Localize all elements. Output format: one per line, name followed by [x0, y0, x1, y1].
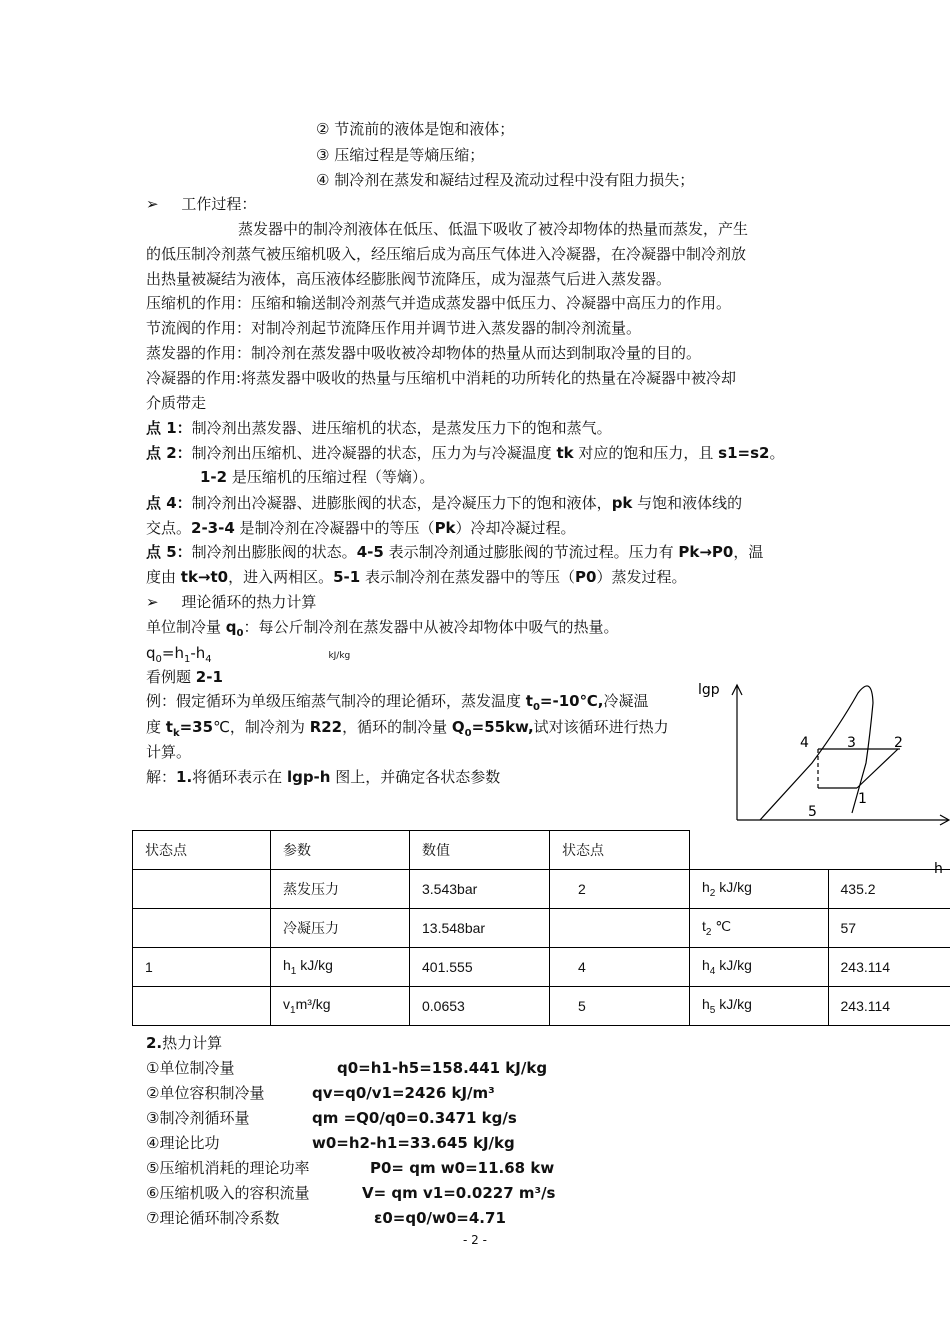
point-4-desc-cont: 交点。2-3-4 是制冷剂在冷凝器中的等压（Pk）冷却冷凝过程。: [146, 519, 576, 537]
point-3-label: 3: [847, 735, 856, 751]
calc-2-formula: qv=q0/v1=2426 kJ/m³: [312, 1084, 495, 1102]
point-5-desc-cont: 度由 tk→t0，进入两相区。5-1 表示制冷剂在蒸发器中的等压（P0）蒸发过程。: [146, 568, 687, 586]
point-4-desc: 点 4：制冷剂出冷凝器、进膨胀阀的状态，是冷凝压力下的饱和液体，pk 与饱和液体线的: [146, 494, 743, 512]
x-axis-label: h: [934, 861, 943, 877]
point-5-label: 5: [808, 804, 817, 820]
calc-1-formula: q0=h1-h5=158.441 kJ/kg: [337, 1059, 548, 1077]
table-row: 1 $h_1$ kJ/kg 401.555 4 $h_4$ kJ/kg 243.114: [133, 948, 950, 987]
bullet-arrow-icon: ➢: [146, 195, 159, 213]
calc-4-formula: w0=h2-h1=33.645 kJ/kg: [312, 1134, 515, 1152]
point-2-desc: 点 2：制冷剂出压缩机、进冷凝器的状态，压力为与冷凝温度 tk 对应的饱和压力，且 s1=s2。: [146, 444, 785, 462]
assumption-2: ② 节流前的液体是饱和液体；: [316, 120, 515, 138]
calc-6-label: ⑥压缩机吸入的容积流量: [146, 1184, 310, 1202]
table-header-row: [133, 831, 950, 870]
calc-3-label: ③制冷剂循环量: [146, 1109, 250, 1127]
compression-line: [857, 749, 898, 788]
point-1-label: 1: [858, 791, 867, 807]
page-number: - 2 -: [463, 1233, 487, 1247]
solution-step-1: 解：1.将循环表示在 lgp-h 图上，并确定各状态参数: [146, 768, 501, 786]
paragraph-line: 蒸发器中的制冷剂液体在低压、低温下吸收了被冷却物体的热量而蒸发，产生: [238, 220, 749, 238]
example-line-2: 度 $t_k=35℃$，制冷剂为 R22，循环的制冷量 $Q_0=55kw$,试对该循环进行热力: [146, 718, 669, 739]
example-line-3: 计算。: [146, 743, 192, 761]
thermo-heading: ➢ 理论循环的热力计算: [146, 593, 317, 611]
calc-3-formula: qm =Q0/q0=0.3471 kg/s: [312, 1109, 517, 1127]
unit-capacity-def: 单位制冷量 $q_0$：每公斤制冷剂在蒸发器中从被冷却物体中吸气的热量。: [146, 618, 619, 639]
table-row: 蒸发压力 3.543bar 2 $h_2$ kJ/kg 435.2: [133, 870, 950, 909]
table-row: 冷凝压力 13.548bar $t_2$ ℃ 57: [133, 909, 950, 948]
example-line-1: 例：假定循环为单级压缩蒸气制冷的理论循环，蒸发温度 $t_0=-10℃$,冷凝温: [146, 692, 649, 713]
calc-2-label: ②单位容积制冷量: [146, 1084, 265, 1102]
paragraph-line: 的低压制冷剂蒸气被压缩机吸入，经压缩后成为高压气体进入冷凝器，在冷凝器中制冷剂放: [146, 245, 747, 263]
table-header: 状态点: [550, 831, 690, 870]
condenser-role-cont: 介质带走: [146, 394, 207, 412]
assumption-4: ④ 制冷剂在蒸发和凝结过程及流动过程中没有阻力损失；: [316, 171, 695, 189]
calc-7-label: ⑦理论循环制冷系数: [146, 1209, 280, 1227]
compressor-role: 压缩机的作用：压缩和输送制冷剂蒸气并造成蒸发器中低压力、冷凝器中高压力的作用。: [146, 294, 732, 312]
y-axis-label: lgp: [698, 682, 720, 698]
assumption-3: ③ 压缩过程是等熵压缩；: [316, 146, 485, 164]
table-row: $v_1m^3/kg$ 0.0653 5 $h_5$ kJ/kg 243.114: [133, 987, 950, 1026]
calc-heading: 2.热力计算: [146, 1034, 223, 1052]
paragraph-line: 出热量被凝结为液体，高压液体经膨胀阀节流降压，成为湿蒸气后进入蒸发器。: [146, 270, 672, 288]
calc-6-formula: V= qm v1=0.0227 m³/s: [362, 1184, 556, 1202]
saturation-curve: [760, 686, 873, 820]
table-header: 参数: [271, 831, 410, 870]
state-table: [132, 830, 950, 1026]
point-4-label: 4: [800, 735, 809, 751]
point-1-desc: 点 1：制冷剂出蒸发器、进压缩机的状态，是蒸发压力下的饱和蒸气。: [146, 419, 612, 437]
work-process-heading: ➢ 工作过程：: [146, 195, 257, 213]
calc-5-formula: P0= qm w0=11.68 kw: [370, 1159, 555, 1177]
table-header: 状态点: [133, 831, 271, 870]
condenser-role: 冷凝器的作用:将蒸发器中吸收的热量与压缩机中消耗的功所转化的热量在冷凝器中被冷却: [146, 369, 737, 387]
table-header: 数值: [410, 831, 550, 870]
point-2-label: 2: [894, 735, 903, 751]
calc-5-label: ⑤压缩机消耗的理论功率: [146, 1159, 310, 1177]
formula-q0: $q_0=h_1-h_4$ kJ/kg: [146, 644, 351, 665]
see-example: 看例题 2-1: [146, 668, 223, 686]
point-5-desc: 点 5：制冷剂出膨胀阀的状态。4-5 表示制冷剂通过膨胀阀的节流过程。压力有 Pk→P0，温: [146, 543, 764, 561]
bullet-arrow-icon: ➢: [146, 593, 159, 611]
throttle-role: 节流阀的作用：对制冷剂起节流降压作用并调节进入蒸发器的制冷剂流量。: [146, 319, 642, 337]
calc-7-formula: ε0=q0/w0=4.71: [374, 1209, 506, 1227]
calc-4-label: ④理论比功: [146, 1134, 220, 1152]
calc-1-label: ①单位制冷量: [146, 1059, 235, 1077]
process-1-2-desc: 1-2 是压缩机的压缩过程（等熵）。: [200, 468, 435, 486]
evaporator-role: 蒸发器的作用：制冷剂在蒸发器中吸收被冷却物体的热量从而达到制取冷量的目的。: [146, 344, 702, 362]
